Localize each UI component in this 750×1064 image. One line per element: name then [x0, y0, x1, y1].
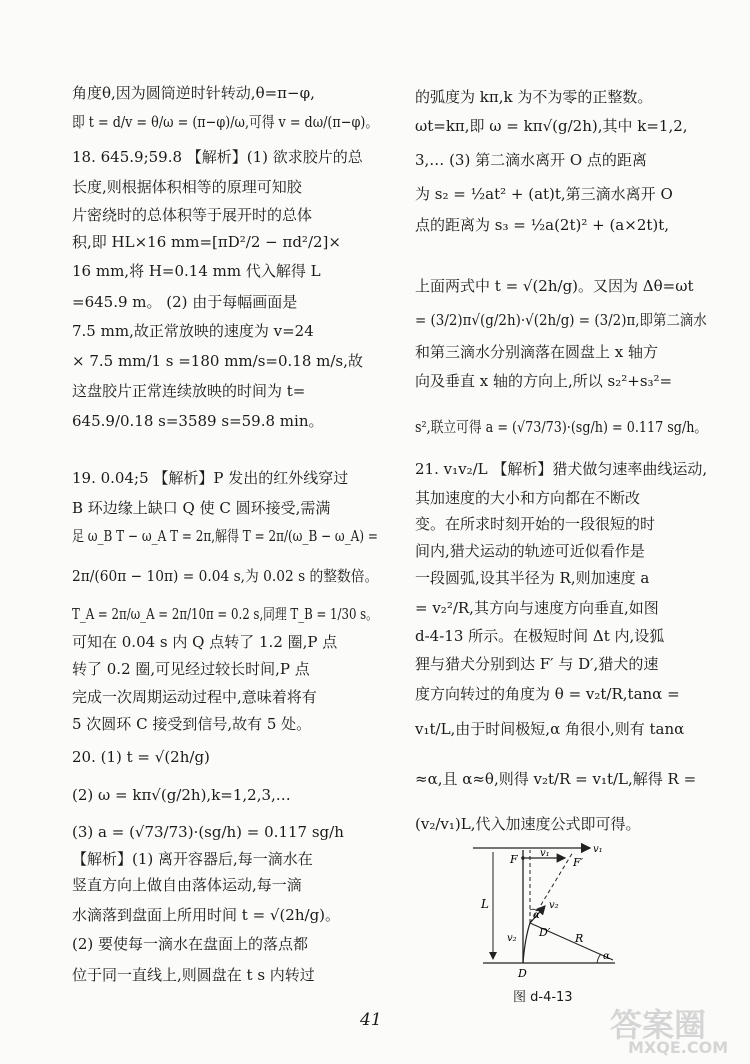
text-line: 【解析】(1) 离开容器后,每一滴水在: [72, 850, 313, 868]
label-v2-dog: v₂: [507, 933, 517, 944]
text-line: 一段圆弧,设其半径为 R,则加速度 a: [415, 569, 650, 587]
text-line: 向及垂直 x 轴的方向上,所以 s₂²+s₃²=: [415, 372, 673, 390]
text-line: 18. 645.9;59.8 【解析】(1) 欲求胶片的总: [72, 148, 363, 166]
text-line: 上面两式中 t = √(2h/g)。又因为 Δθ=ωt: [415, 277, 694, 295]
text-line: 水滴落到盘面上所用时间 t = √(2h/g)。: [72, 906, 341, 924]
text-line: B 环边缘上缺口 Q 使 C 圆环接受,需满: [72, 499, 331, 517]
text-line: 3,… (3) 第二滴水离开 O 点的距离: [415, 151, 647, 169]
text-line: 度方向转过的角度为 θ = v₂t/R,tanα =: [415, 685, 680, 703]
text-line: 转了 0.2 圈,可见经过较长时间,P 点: [72, 660, 310, 678]
label-alpha: α: [533, 910, 540, 921]
text-line: (2) ω = kπ√(g/2h),k=1,2,3,…: [72, 786, 291, 804]
text-line: 足 ω_B T − ω_A T = 2π,解得 T = 2π/(ω_B − ω_A) =: [72, 527, 378, 545]
label-R: R: [575, 932, 584, 945]
text-line: T_A = 2π/ω_A = 2π/10π = 0.2 s,同理 T_B = 1/30 s。: [72, 605, 378, 623]
text-line: 16 mm,将 H=0.14 mm 代入解得 L: [72, 262, 321, 280]
text-line: (3) a = (√73/73)·(sg/h) = 0.117 sg/h: [72, 823, 344, 841]
text-line: (2) 要使每一滴水在盘面上的落点都: [72, 935, 309, 953]
text-line: =645.9 m。 (2) 由于每幅画面是: [72, 293, 298, 311]
text-line: 长度,则根据体积相等的原理可知胶: [72, 178, 302, 196]
text-line: 可知在 0.04 s 内 Q 点转了 1.2 圈,P 点: [72, 633, 338, 651]
hunting-dog-diagram: [465, 838, 625, 978]
text-line: × 7.5 mm/1 s =180 mm/s=0.18 m/s,故: [72, 352, 363, 370]
label-L: L: [481, 897, 489, 911]
text-line: 位于同一直线上,则圆盘在 t s 内转过: [72, 966, 315, 984]
text-line: (v₂/v₁)L,代入加速度公式即可得。: [415, 815, 641, 833]
label-v2-arrow: v₂: [549, 900, 559, 911]
text-line: 这盘胶片正常连续放映的时间为 t=: [72, 382, 306, 400]
label-alpha-bottom: α: [603, 951, 610, 962]
label-v1-top: v₁: [540, 848, 550, 859]
text-line: 645.9/0.18 s=3589 s=59.8 min。: [72, 412, 324, 430]
label-D: D: [518, 967, 527, 978]
text-line: 片密绕时的总体积等于展开时的总体: [72, 206, 313, 224]
text-line: 和第三滴水分别滴落在圆盘上 x 轴方: [415, 343, 658, 361]
text-line: 即 t = d/v = θ/ω = (π−φ)/ω,可得 v = dω/(π−φ)。: [72, 113, 379, 131]
text-line: 完成一次周期运动过程中,意味着将有: [72, 688, 317, 706]
text-line: 19. 0.04;5 【解析】P 发出的红外线穿过: [72, 469, 349, 487]
text-line: = v₂²/R,其方向与速度方向垂直,如图: [415, 599, 659, 617]
text-line: 其加速度的大小和方向都在不断改: [415, 489, 641, 507]
text-line: 2π/(60π − 10π) = 0.04 s,为 0.02 s 的整数倍。: [72, 567, 379, 585]
text-line: 点的距离为 s₃ = ½a(2t)² + (a×2t)t,: [415, 216, 670, 234]
text-line: 变。在所求时刻开始的一段很短的时: [415, 515, 656, 533]
angle-arc-bottom: [597, 954, 601, 963]
text-line: 角度θ,因为圆筒逆时针转动,θ=π−φ,: [72, 84, 315, 102]
text-line: ωt=kπ,即 ω = kπ√(g/2h),其中 k=1,2,: [415, 117, 688, 135]
text-line: 7.5 mm,故正常放映的速度为 v=24: [72, 322, 314, 340]
label-F-prime: F′: [573, 856, 584, 869]
dog-trajectory-arc: [523, 923, 530, 963]
text-line: 为 s₂ = ½at² + (at)t,第三滴水离开 O: [415, 185, 673, 203]
label-F: F: [510, 853, 518, 866]
label-v1-right: v₁: [593, 844, 603, 855]
text-line: 21. v₁v₂/L 【解析】猎犬做匀速率曲线运动,: [415, 460, 708, 478]
text-line: 狸与猎犬分别到达 F′ 与 D′,猎犬的速: [415, 655, 659, 673]
label-D-prime: D′: [539, 926, 551, 939]
text-line: v₁t/L,由于时间极短,α 角很小,则有 tanα: [415, 720, 685, 738]
watermark-logo: 答案圈: [610, 1006, 707, 1044]
point-F: [521, 856, 525, 860]
text-line: s²,联立可得 a = (√73/73)·(sg/h) = 0.117 sg/h。: [415, 418, 708, 436]
text-line: d-4-13 所示。在极短时间 Δt 内,设狐: [415, 627, 665, 645]
text-line: ≈α,且 α≈θ,则得 v₂t/R = v₁t/L,解得 R =: [415, 770, 697, 788]
text-line: 间内,猎犬运动的轨迹可近似看作是: [415, 542, 645, 560]
text-line: 的弧度为 kπ,k 为不为零的正整数。: [415, 88, 653, 106]
text-line: = (3/2)π√(g/2h)·√(2h/g) = (3/2)π,即第二滴水: [415, 311, 707, 329]
text-line: 20. (1) t = √(2h/g): [72, 748, 210, 766]
text-line: 竖直方向上做自由落体运动,每一滴: [72, 876, 302, 894]
watermark-url: MXQE.COM: [628, 1038, 729, 1057]
text-line: 5 次圆环 C 接受到信号,故有 5 处。: [72, 715, 312, 733]
text-line: 积,即 HL×16 mm=[πD²/2 − πd²/2]×: [72, 233, 341, 251]
page-number: 41: [360, 1010, 382, 1030]
figure-caption: 图 d-4-13: [513, 990, 573, 1005]
